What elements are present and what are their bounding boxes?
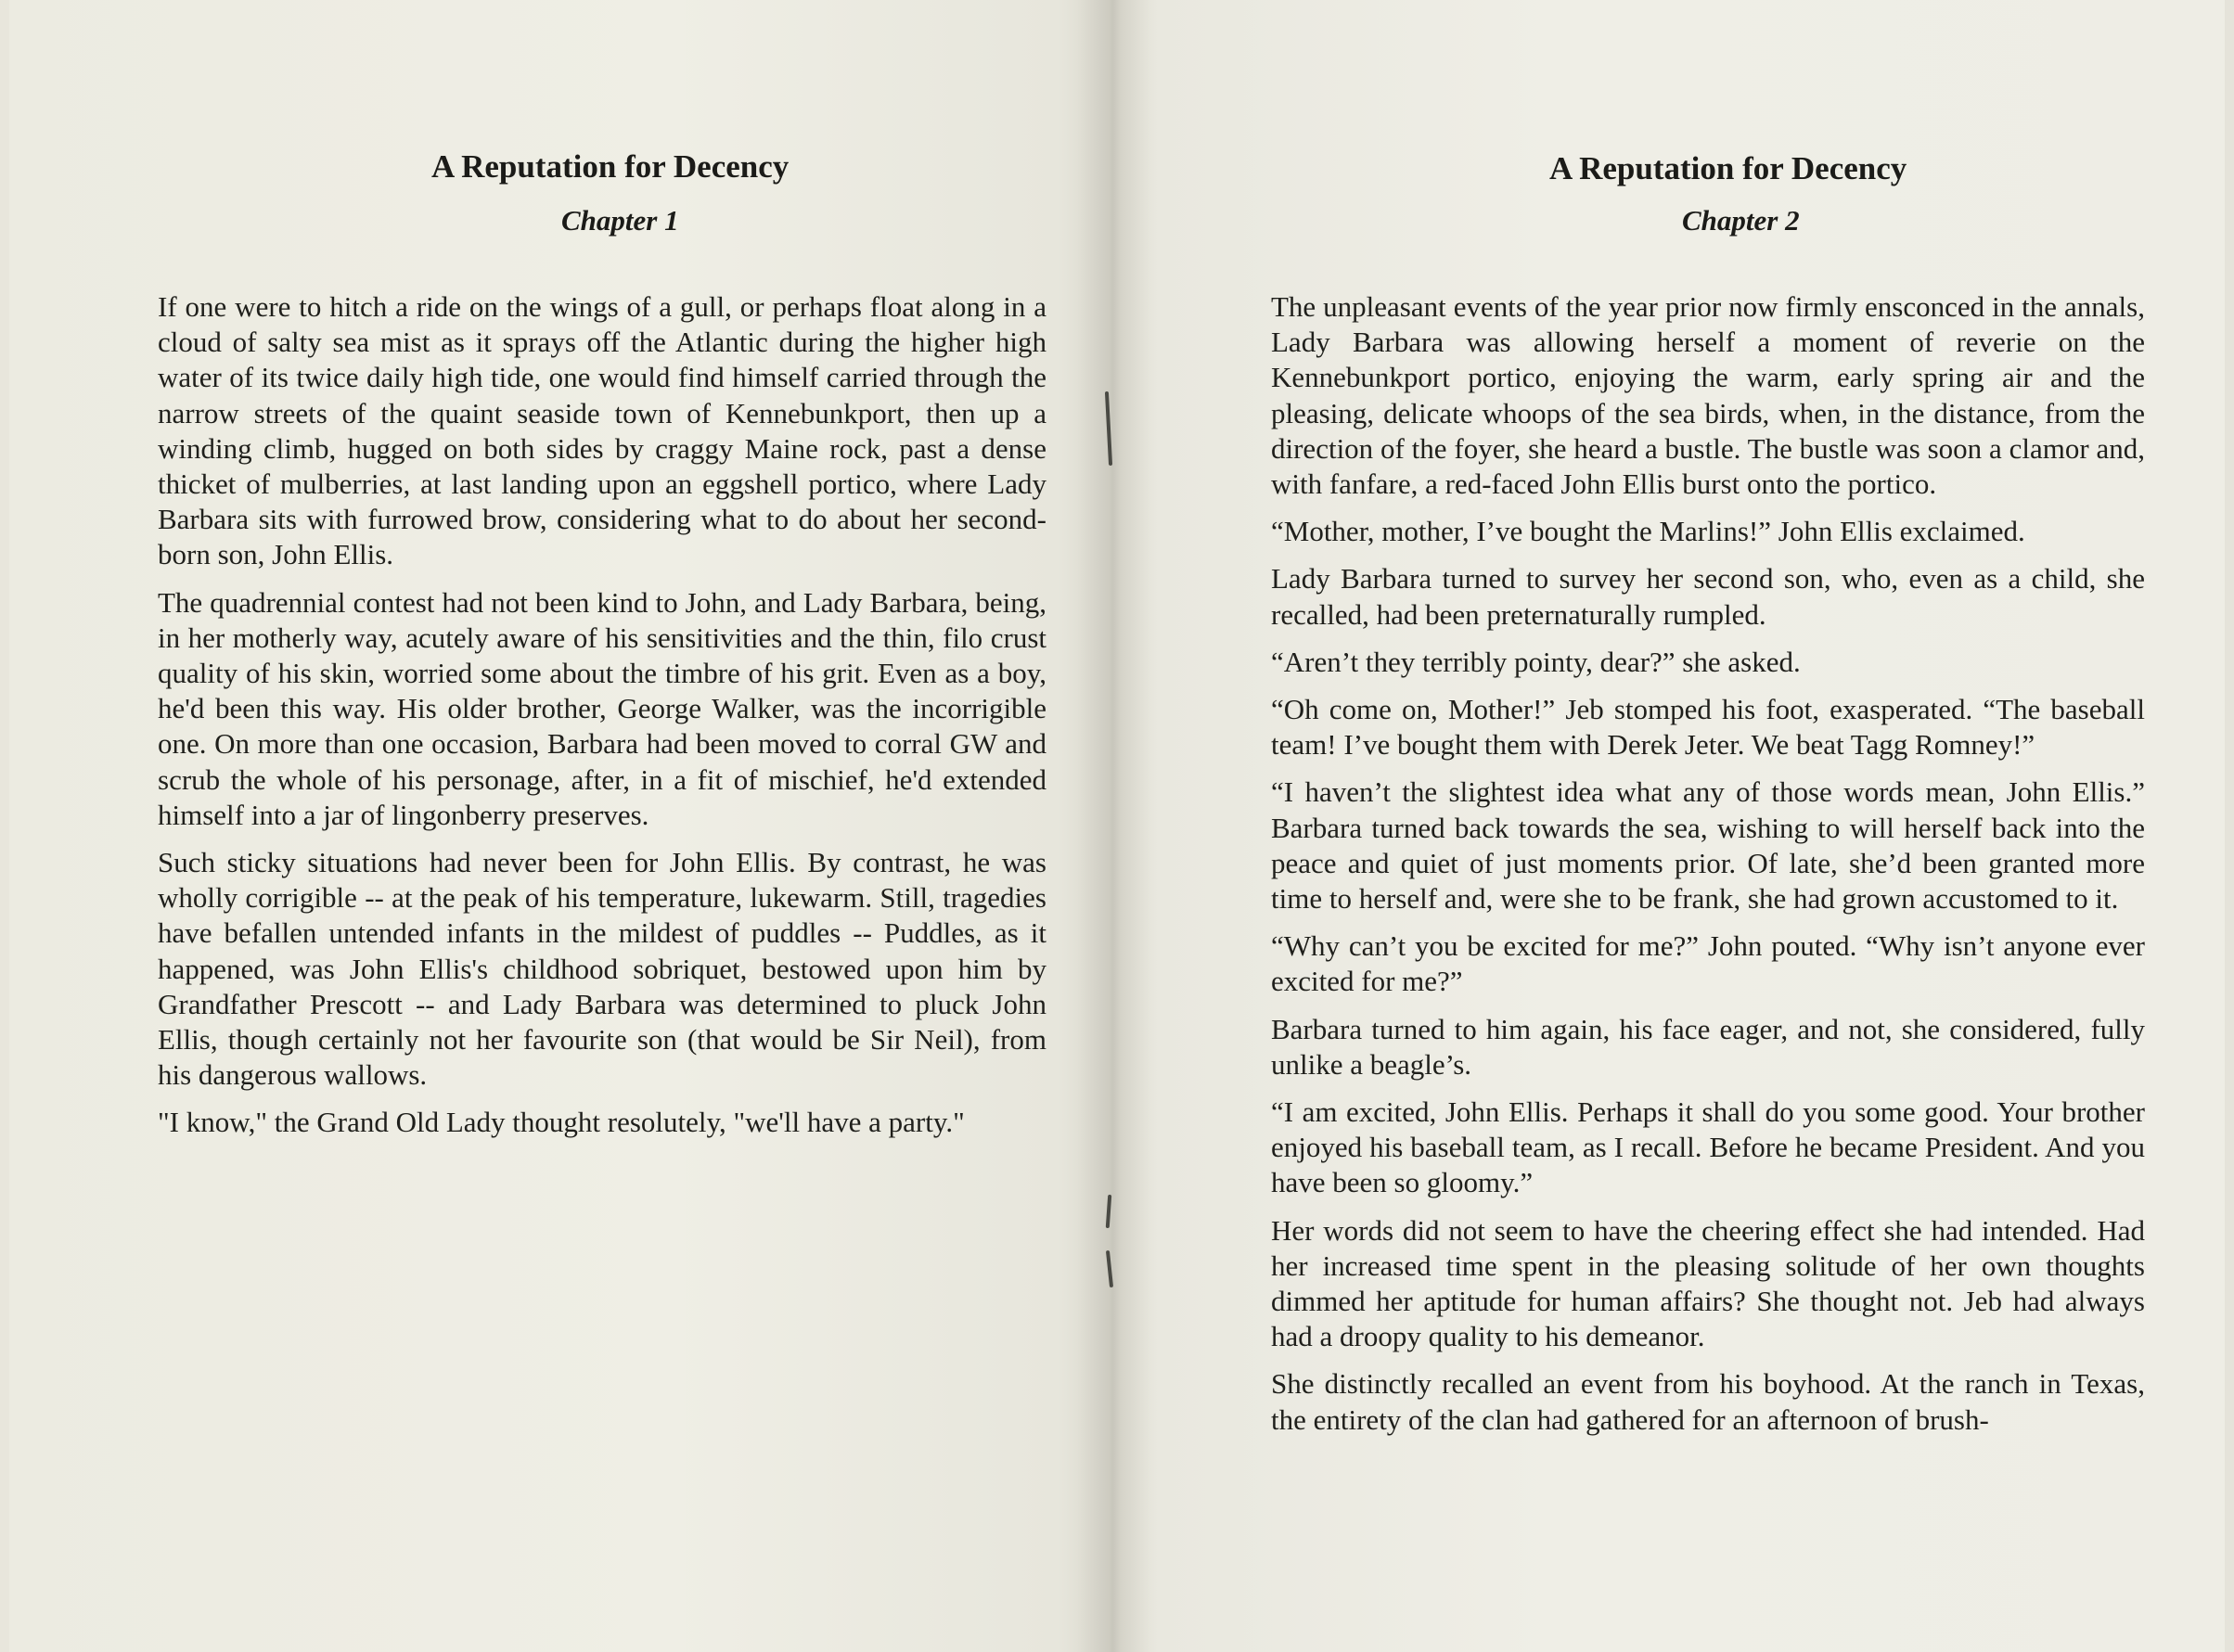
paragraph: She distinctly recalled an event from his boyhood. At the ranch in Texas, the entirety of the clan had gathered for an afternoon of brush- (1271, 1367, 2145, 1436)
paragraph: The quadrennial contest had not been kind to John, and Lady Barbara, being, in her motherly way, acutely aware of his sensitivities and the thin, filo crust quality of his skin, worried some about the timbre of his grit. Even as a boy, he'd been this way. His older brother, George Walker, was the incorrigible one. On more than one occasion, Barbara had been moved to corral GW and scrub the whole of his personage, after, in a fit of mischief, he'd extended himself into a jar of lingonberry preserves. (158, 585, 1046, 831)
chapter-heading: Chapter 1 (561, 204, 679, 237)
paragraph: “Mother, mother, I’ve bought the Marlins!” John Ellis exclaimed. (1271, 515, 2025, 548)
chapter-heading: Chapter 2 (1682, 204, 1800, 237)
spine-fold (1076, 0, 1150, 1652)
paragraph: “I haven’t the slightest idea what any of those words mean, John Ellis.” Barbara turned back towards the sea, wishing to will herself back into the peace and quiet of just moments prior. Of late, she’d been granted more time to herself and, were she to be frank, she had grown accustomed to it. (1271, 775, 2145, 916)
paragraph: “Oh come on, Mother!” Jeb stomped his foot, exasperated. “The baseball team! I’ve bought them with Derek Jeter. We beat Tagg Romney!” (1271, 693, 2145, 762)
paragraph: “I am excited, John Ellis. Perhaps it shall do you some good. Your brother enjoyed his baseball team, as I recall. Before he became President. And you have been so gloomy.” (1271, 1095, 2145, 1199)
paragraph: If one were to hitch a ride on the wings of a gull, or perhaps float along in a cloud of salty sea mist as it sprays off the Atlantic during the higher high water of its twice daily high tide, one would find himself carried through the narrow streets of the quaint seaside town of Kennebunkport, then up a winding climb, hugged on both sides by craggy Maine rock, past a dense thicket of mulberries, at last landing upon an eggshell portico, where Lady Barbara sits with furrowed brow, considering what to do about her second-born son, John Ellis. (158, 290, 1046, 571)
paragraph: "I know," the Grand Old Lady thought resolutely, "we'll have a party." (158, 1106, 965, 1139)
right-page (1113, 0, 2225, 1652)
paragraph: “Aren’t they terribly pointy, dear?” she asked. (1271, 645, 1801, 678)
chapter-body (158, 289, 1046, 1153)
paragraph: “Why can’t you be excited for me?” John pouted. “Why isn’t anyone ever excited for me?” (1271, 929, 2145, 998)
page-title: A Reputation for Decency (431, 148, 790, 185)
left-page (9, 0, 1113, 1652)
chapter-body (1271, 289, 2145, 1450)
paragraph: The unpleasant events of the year prior now firmly ensconced in the annals, Lady Barbara was allowing herself a moment of reverie on the Kennebunkport portico, enjoying the warm, early spring air and the pleasing, delicate whoops of the sea birds, when, in the distance, from the direction of the foyer, she heard a bustle. The bustle was soon a clamor and, with fanfare, a red-faced John Ellis burst onto the portico. (1271, 290, 2145, 501)
paragraph: Barbara turned to him again, his face eager, and not, she considered, fully unlike a beagle’s. (1271, 1012, 2145, 1081)
page-title: A Reputation for Decency (1549, 150, 1907, 186)
paragraph: Such sticky situations had never been for John Ellis. By contrast, he was wholly corrigible -- at the peak of his temperature, lukewarm. Still, tragedies have befallen untended infants in the mildest of puddles -- Puddles, as it happened, was John Ellis's childhood sobriquet, bestowed upon him by Grandfather Prescott -- and Lady Barbara was determined to pluck John Ellis, though certainly not her favourite son (that would be Sir Neil), from his dangerous wallows. (158, 846, 1046, 1092)
paragraph: Lady Barbara turned to survey her second son, who, even as a child, she recalled, had been preternaturally rumpled. (1271, 562, 2145, 631)
paragraph: Her words did not seem to have the cheering effect she had intended. Had her increased time spent in the pleasing solitude of her own thoughts dimmed her aptitude for human affairs? She thought not. Jeb had always had a droopy quality to his demeanor. (1271, 1213, 2145, 1353)
